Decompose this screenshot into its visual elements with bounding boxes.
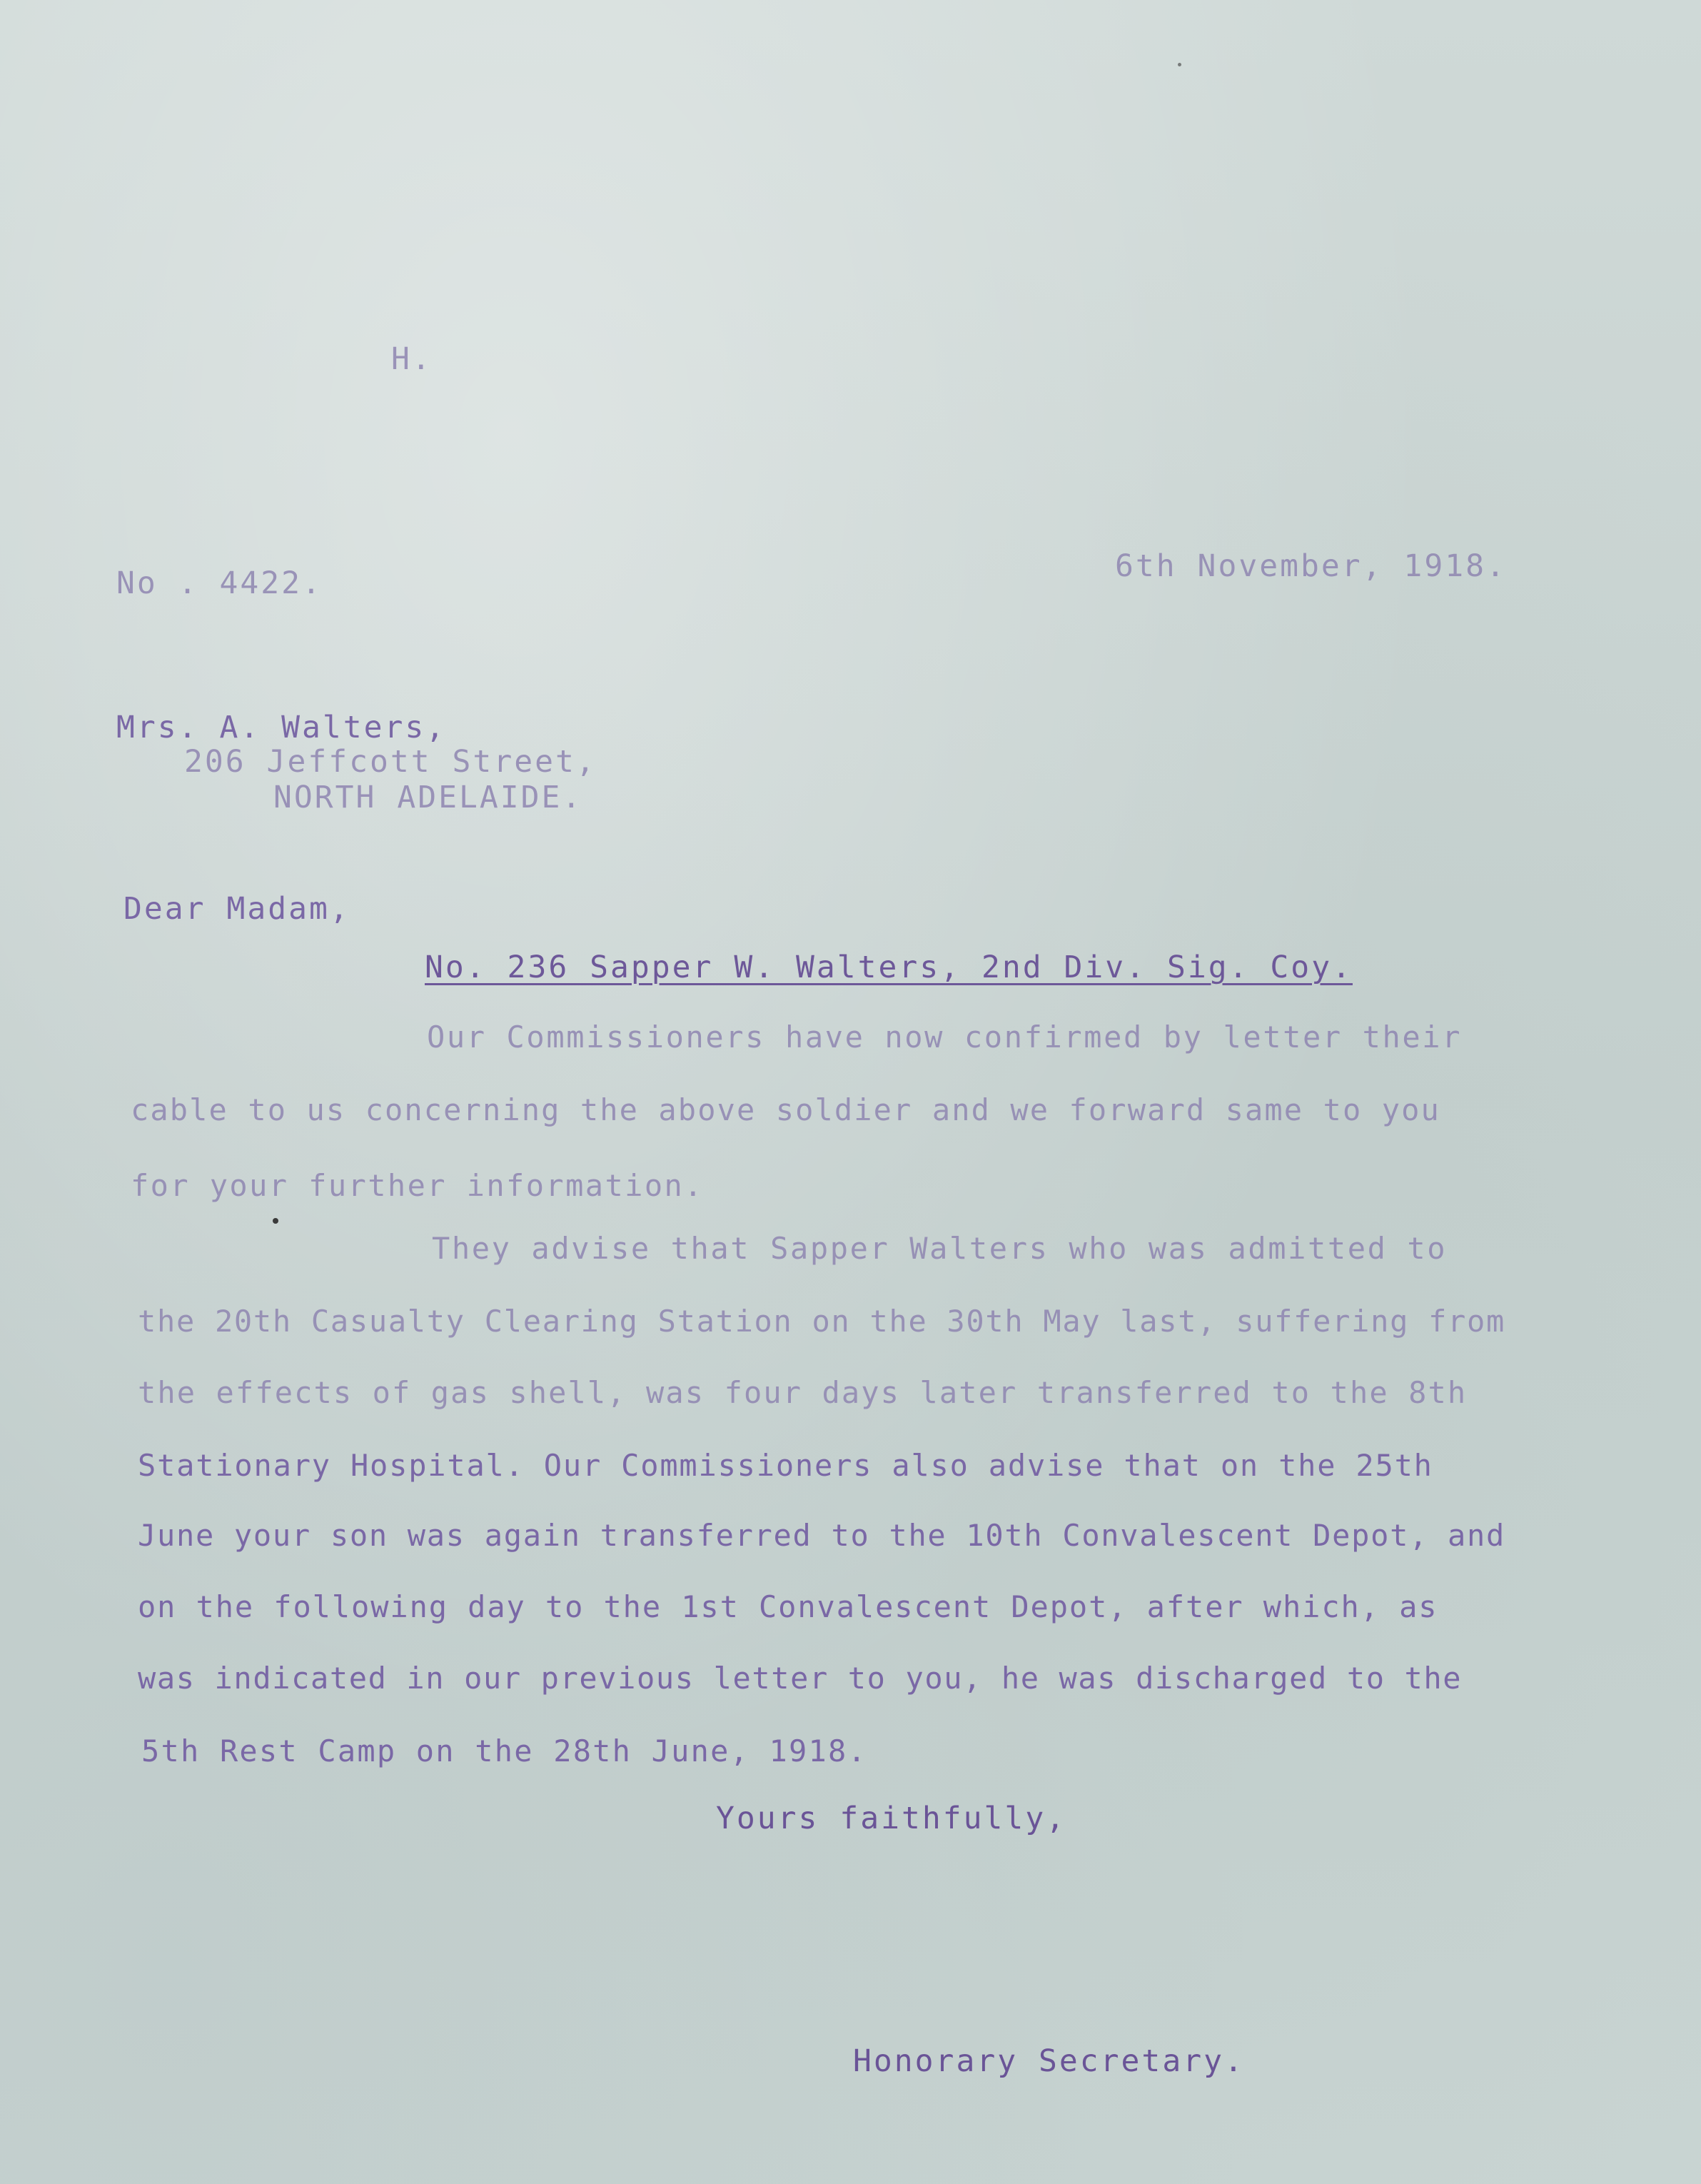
paragraph2-line2: the 20th Casualty Clearing Station on the 30th May last, suffering from: [138, 1304, 1506, 1339]
ink-speck: [273, 1218, 278, 1224]
ink-speck: [1178, 63, 1181, 66]
recipient-name: Mrs. A. Walters,: [116, 710, 447, 745]
paragraph2-line5: June your son was again transferred to the 10th Convalescent Depot, and: [138, 1518, 1506, 1553]
paragraph1-line1: Our Commissioners have now confirmed by letter their: [427, 1020, 1463, 1055]
reference-number: No . 4422.: [116, 565, 323, 601]
paragraph2-line4: Stationary Hospital. Our Commissioners also advise that on the 25th: [138, 1448, 1433, 1483]
file-mark: H.: [391, 341, 433, 377]
paragraph2-line7: was indicated in our previous letter to you, he was discharged to the: [138, 1661, 1463, 1696]
paragraph2-line8: 5th Rest Camp on the 28th June, 1918.: [141, 1733, 867, 1768]
paragraph2-line6: on the following day to the 1st Convalescent Depot, after which, as: [138, 1589, 1438, 1624]
paragraph2-line3: the effects of gas shell, was four days later transferred to the 8th: [138, 1375, 1468, 1410]
closing: Yours faithfully,: [716, 1801, 1067, 1836]
paragraph1-line2: cable to us concerning the above soldier and we forward same to you: [131, 1092, 1440, 1127]
recipient-street: 206 Jeffcott Street,: [184, 744, 597, 780]
paragraph2-line1: They advise that Sapper Walters who was admitted to: [432, 1231, 1448, 1266]
letter-date: 6th November, 1918.: [1115, 548, 1507, 584]
recipient-city: NORTH ADELAIDE.: [273, 780, 583, 815]
salutation: Dear Madam,: [123, 891, 350, 927]
subject-line: No. 236 Sapper W. Walters, 2nd Div. Sig. Coy.: [425, 950, 1353, 985]
signatory: Honorary Secretary.: [853, 2043, 1245, 2079]
paragraph1-line3: for your further information.: [131, 1168, 704, 1203]
